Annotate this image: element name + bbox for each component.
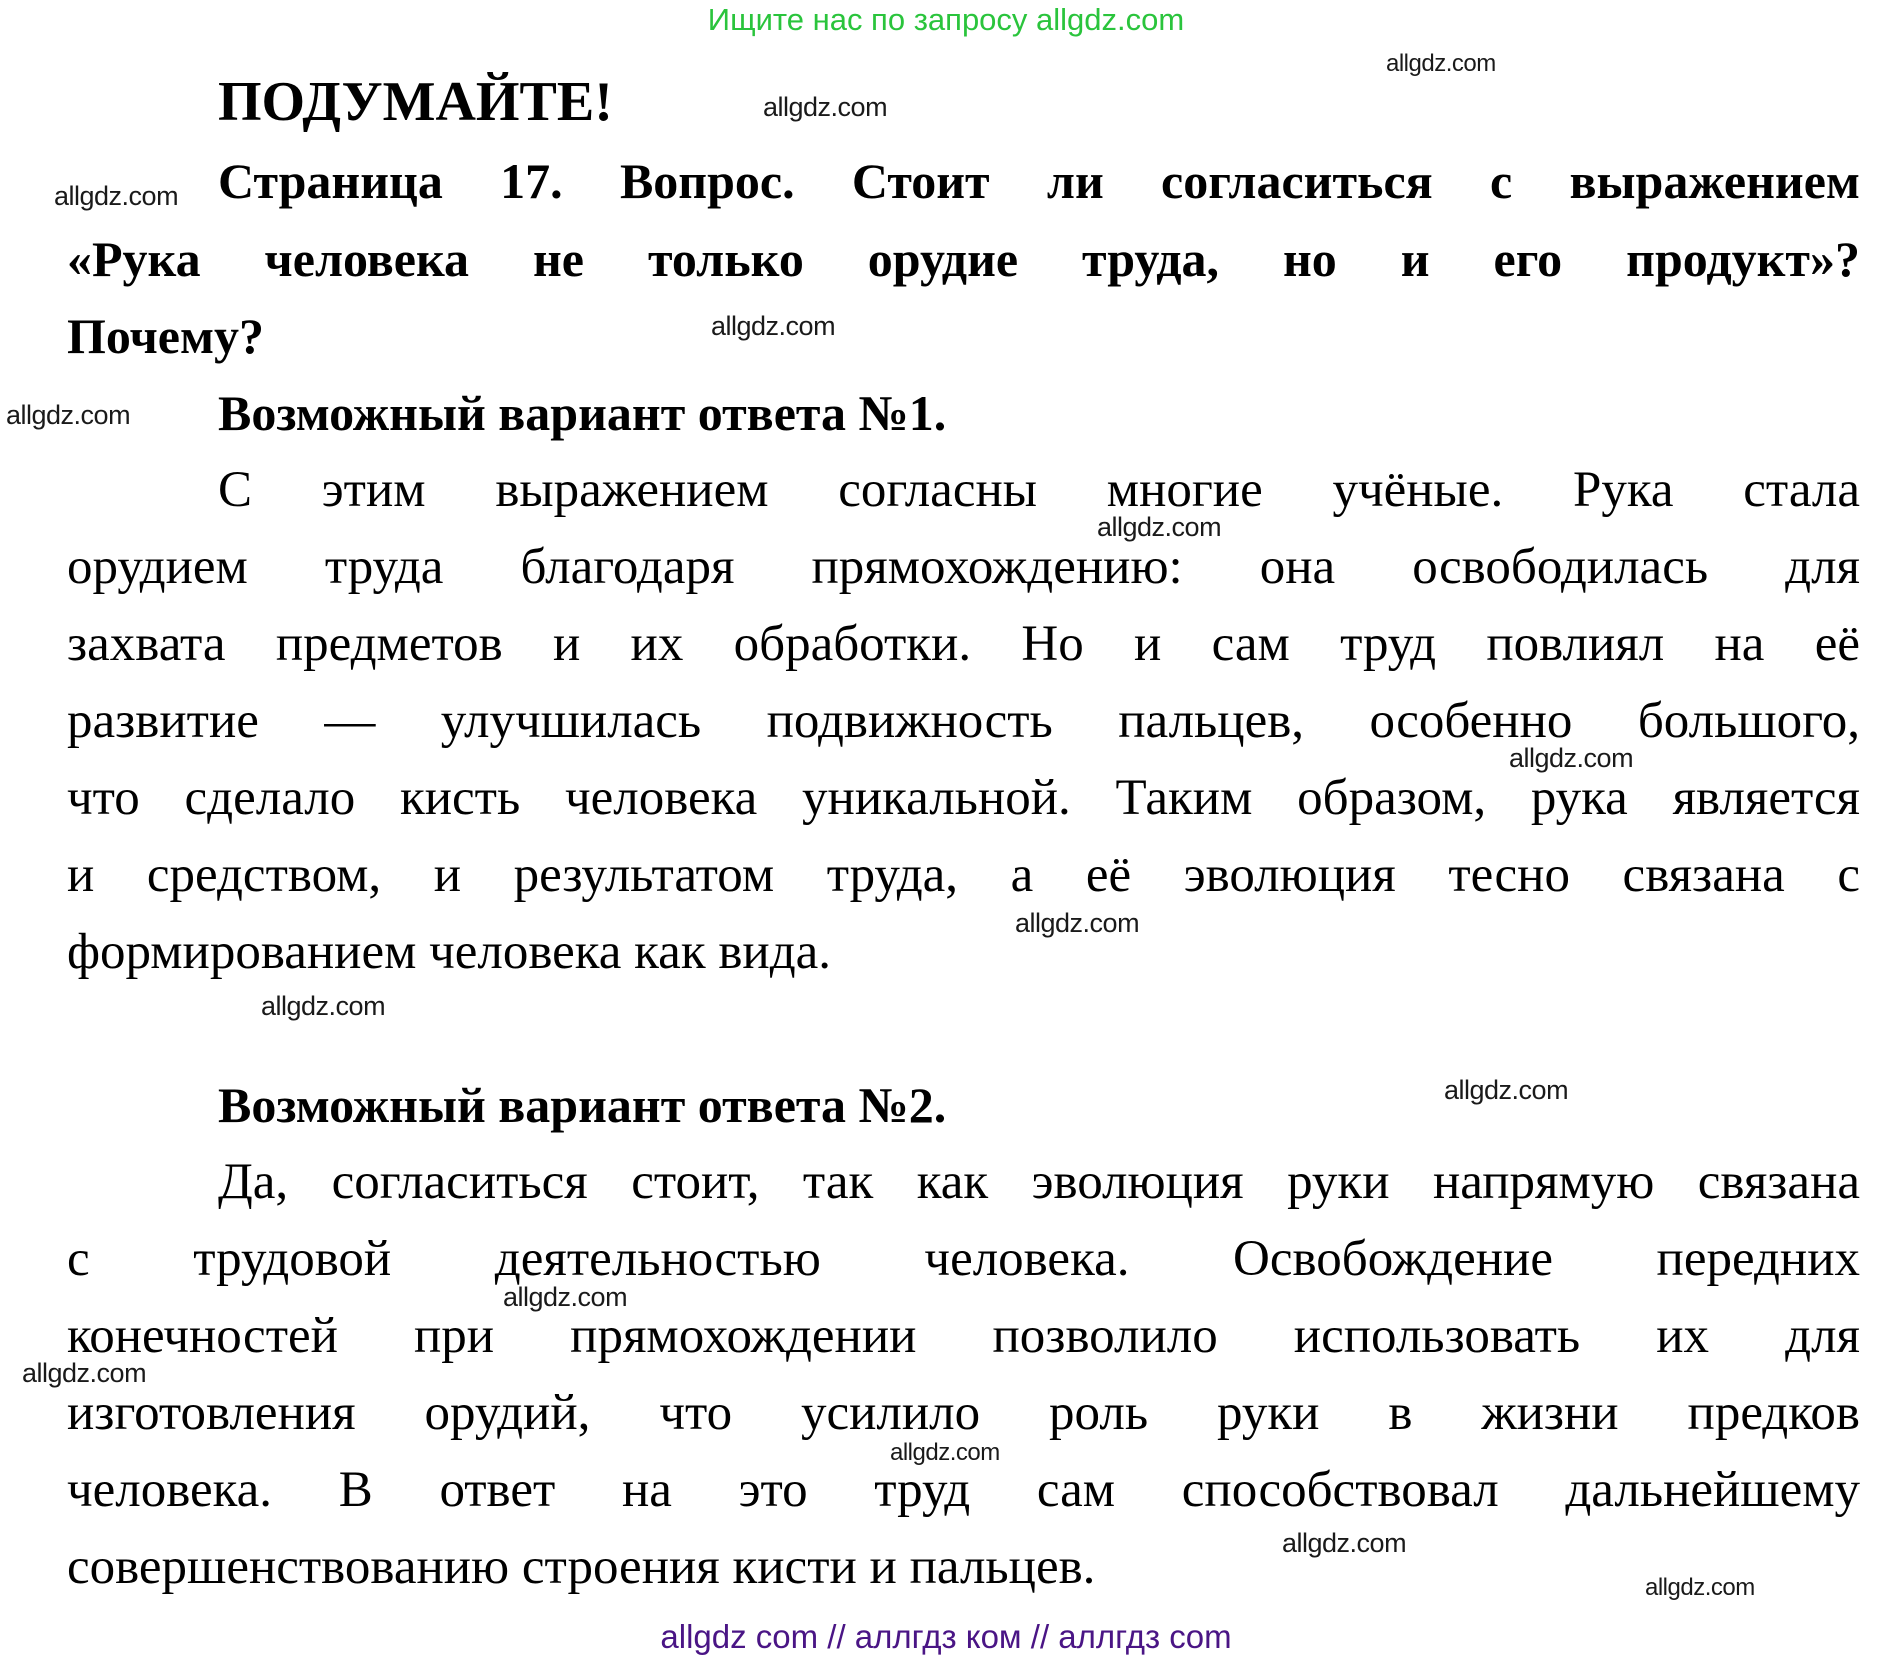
answer-1-line: захвата предметов и их обработки. Но и сам труд повлиял на её (67, 616, 1860, 672)
question-line: «Рука человека не только орудие труда, но и его продукт»? (67, 231, 1860, 287)
watermark: allgdz.com (22, 1358, 147, 1388)
question-line: Почему? (67, 308, 265, 364)
watermark: allgdz.com (1097, 512, 1222, 542)
watermark: allgdz.com (1282, 1528, 1407, 1558)
answer-1-line: и средством, и результатом труда, а её эволюция тесно связана с (67, 847, 1860, 903)
watermark: allgdz.com (1444, 1075, 1569, 1105)
watermark: allgdz.com (1386, 50, 1496, 77)
watermark: allgdz.com (763, 92, 888, 122)
question-line: Страница 17. Вопрос. Стоит ли согласиться с выражением (218, 153, 1860, 209)
answer-2-line: Да, согласиться стоит, так как эволюция руки напрямую связана (218, 1154, 1860, 1210)
watermark: allgdz.com (54, 181, 179, 211)
watermark: allgdz.com (711, 311, 836, 341)
answer-2-line: конечностей при прямохождении позволило использовать их для (67, 1308, 1860, 1364)
answer-2-line: человека. В ответ на это труд сам способствовал дальнейшему (67, 1462, 1860, 1518)
page-title: ПОДУМАЙТЕ! (218, 71, 613, 133)
watermark: allgdz.com (890, 1439, 1000, 1466)
watermark: allgdz.com (261, 991, 386, 1021)
watermark: allgdz.com (1015, 908, 1140, 938)
footer-watermark: allgdz com // аллгдз ком // аллгдз com (660, 1618, 1232, 1655)
answer-2-line: совершенствованию строения кисти и пальцев. (67, 1539, 1096, 1595)
answer-2-line: с трудовой деятельностью человека. Освобождение передних (67, 1231, 1860, 1287)
answer-1-line: формированием человека как вида. (67, 924, 832, 980)
watermark: allgdz.com (1509, 743, 1634, 773)
search-banner: Ищите нас по запросу allgdz.com (707, 2, 1185, 37)
answer-1-line: С этим выражением согласны многие учёные. Рука стала (218, 462, 1860, 518)
answer-1-line: что сделало кисть человека уникальной. Таким образом, рука является (67, 770, 1860, 826)
watermark: allgdz.com (503, 1282, 628, 1312)
watermark: allgdz.com (6, 400, 131, 430)
answer-1-line: развитие — улучшилась подвижность пальцев, особенно большого, (67, 693, 1860, 749)
answer-2-line: изготовления орудий, что усилило роль руки в жизни предков (67, 1385, 1860, 1441)
answer-2-heading: Возможный вариант ответа №2. (218, 1077, 947, 1133)
answer-1-heading: Возможный вариант ответа №1. (218, 385, 947, 441)
answer-1-line: орудием труда благодаря прямохождению: она освободилась для (67, 539, 1860, 595)
watermark: allgdz.com (1645, 1574, 1755, 1601)
